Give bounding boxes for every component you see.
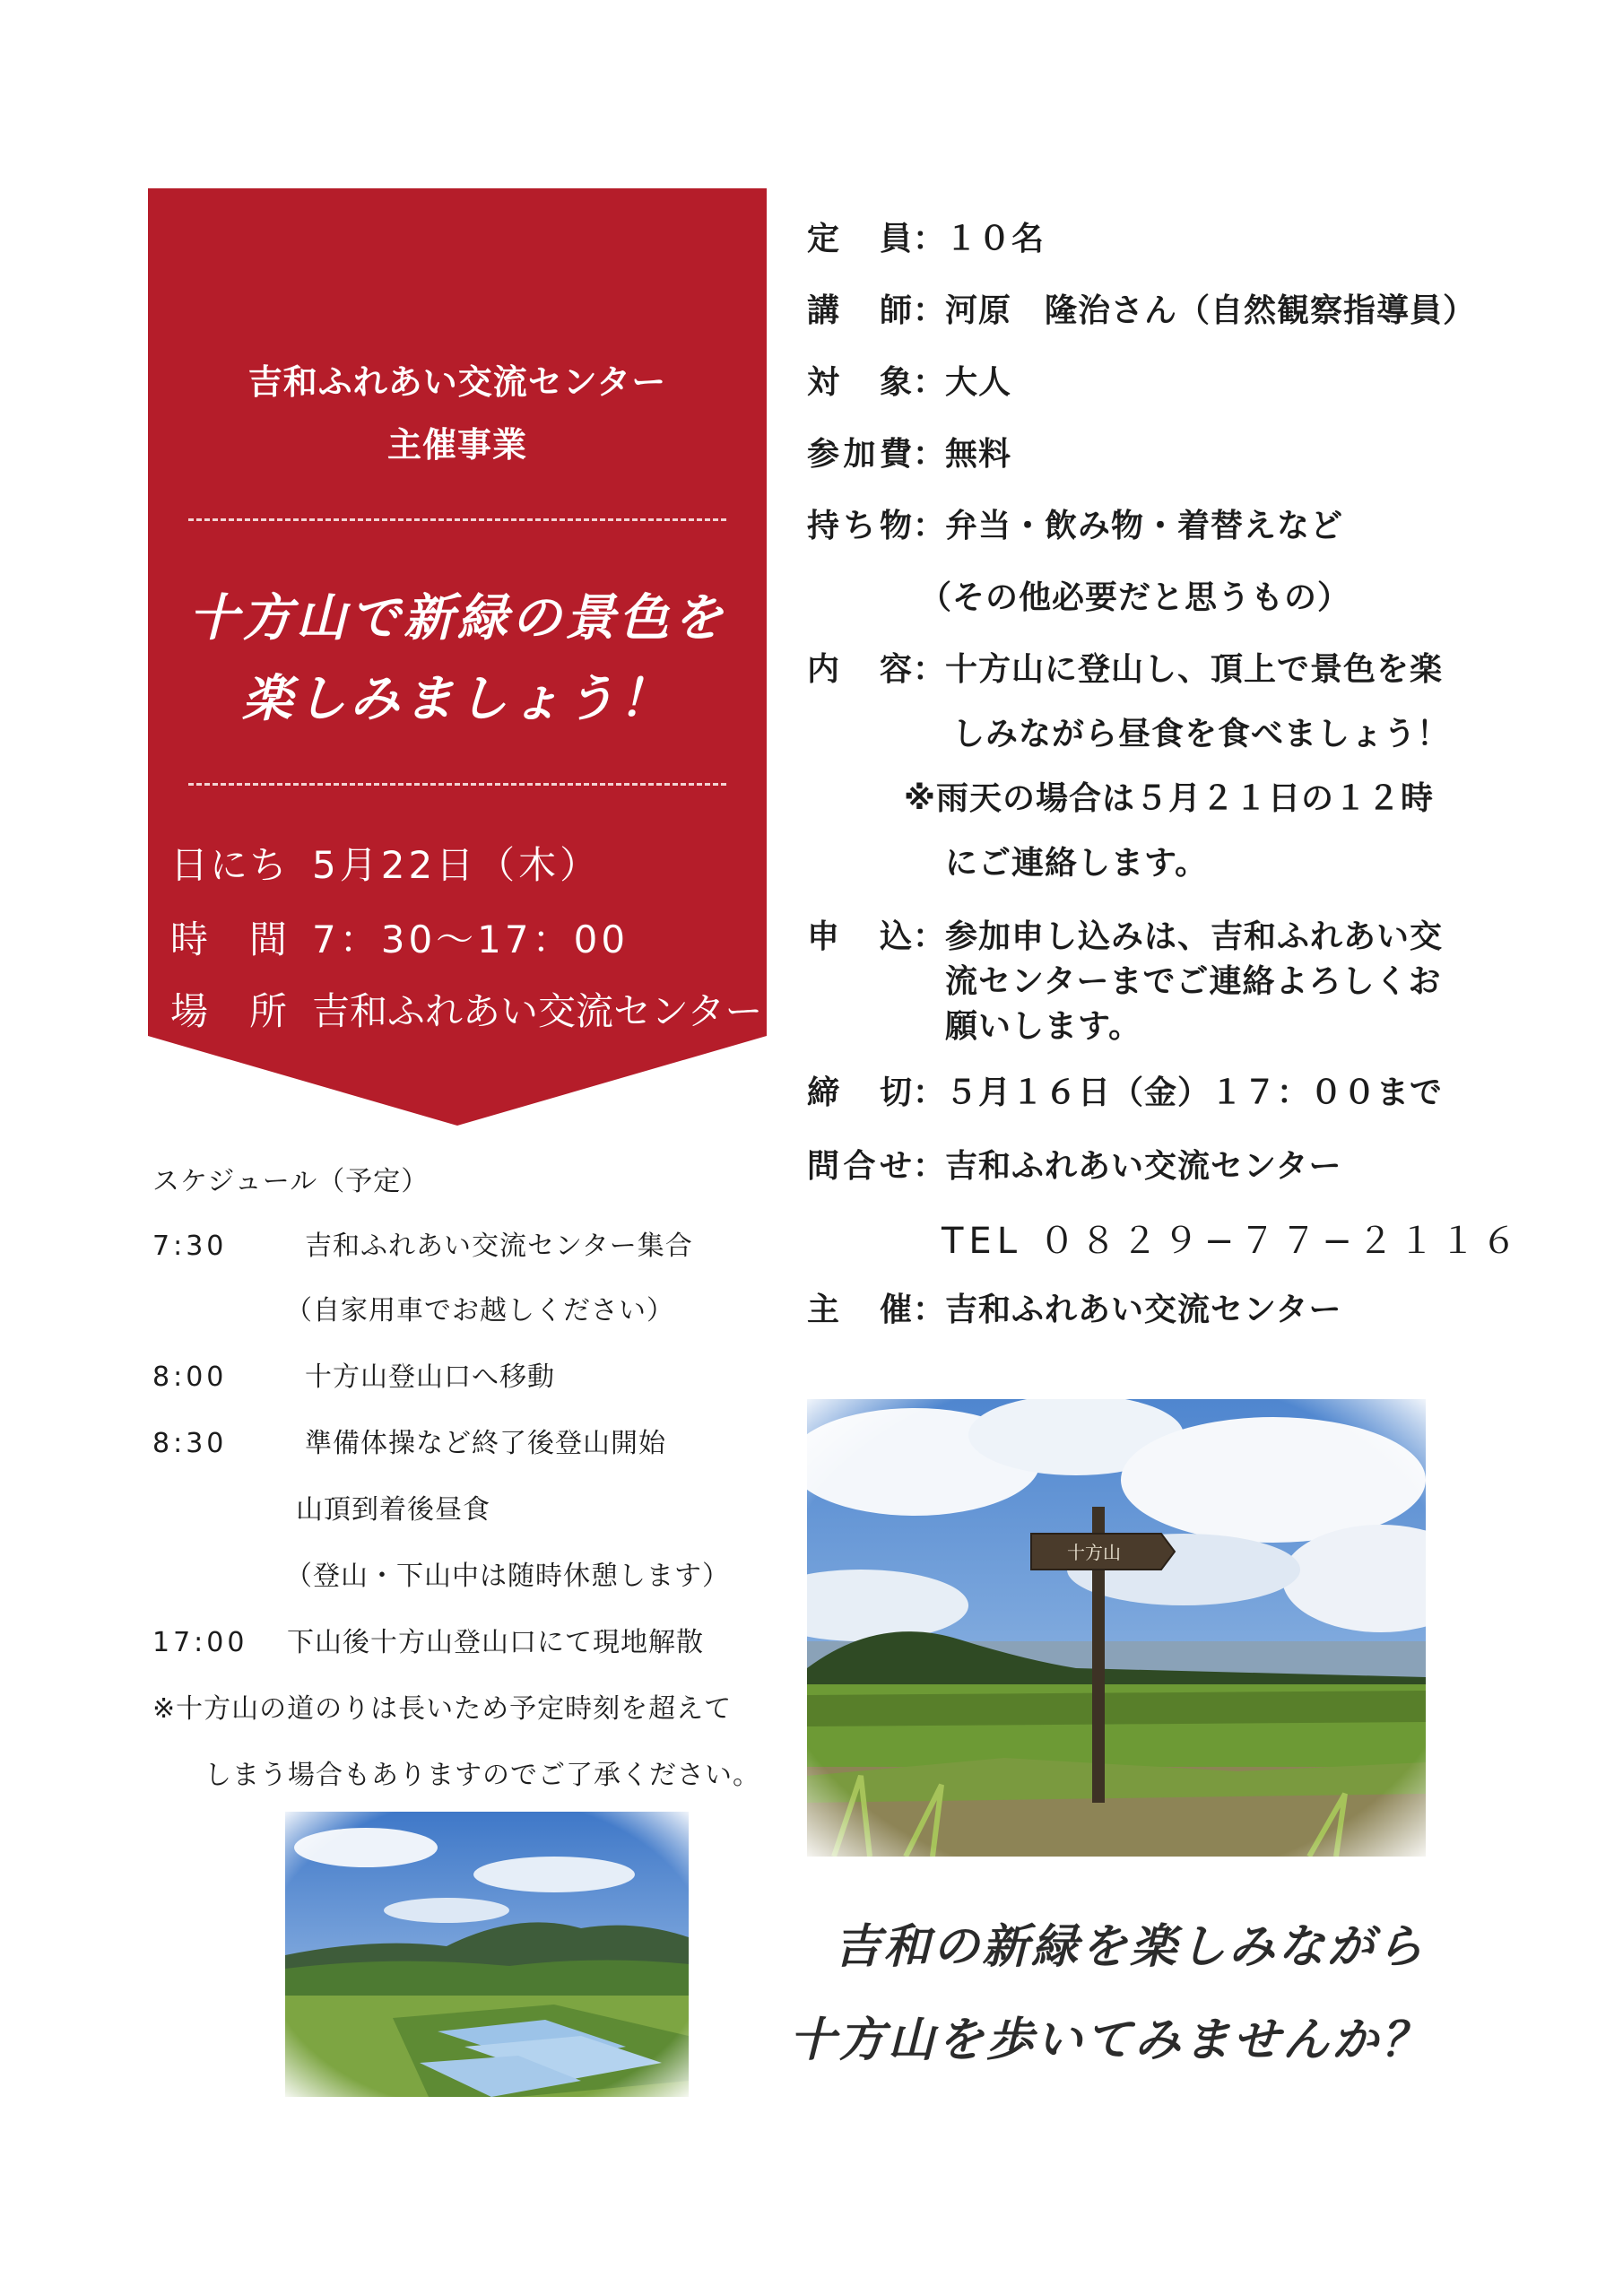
- fee-label: 参加費: [807, 436, 913, 473]
- schedule-item: [285, 1288, 674, 1327]
- place-label: 場 所: [170, 989, 290, 1033]
- schedule-text: 準備体操など終了後登山開始: [305, 1428, 666, 1459]
- schedule-note-line-2: しまう場合もありますのでご了承ください。: [204, 1760, 760, 1791]
- capacity-row: [807, 213, 1045, 259]
- colon: ：: [913, 508, 947, 544]
- summit-signpost-photo: [807, 1399, 1426, 1857]
- schedule-text: 山頂到着後昼食: [296, 1494, 490, 1526]
- colon: ：: [913, 364, 947, 401]
- colon: ：: [913, 1074, 947, 1111]
- schedule-time: 7:30: [152, 1231, 228, 1262]
- date-label: 日にち: [170, 843, 290, 887]
- time-value: 7：30～17：00: [312, 918, 629, 961]
- items-row: [807, 500, 1343, 546]
- schedule-time: 8:00: [152, 1361, 228, 1393]
- content-row: [807, 644, 1443, 690]
- host-value: 吉和ふれあい交流センター: [945, 1292, 1342, 1328]
- place-row: [170, 982, 762, 1036]
- capacity-label: 定 員: [807, 221, 913, 257]
- contact-label: 問合せ: [807, 1148, 913, 1185]
- event-banner: [148, 188, 767, 1126]
- items-note: （その他必要だと思うもの）: [919, 579, 1351, 616]
- contact-tel: TEL ０８２９−７７−２１１６: [942, 1221, 1523, 1262]
- date-row: [170, 836, 601, 890]
- contact-row: [807, 1141, 1342, 1187]
- date-value: 5月22日（木）: [312, 843, 602, 887]
- schedule-item: [152, 1620, 704, 1659]
- apply-line-2: 流センターまでご連絡よろしくお: [945, 963, 1442, 1000]
- instructor-row: [807, 285, 1476, 331]
- rain-note-line-1: ※雨天の場合は５月２１日の１２時: [904, 780, 1434, 817]
- rain-note-line-2: にご連絡します。: [945, 845, 1209, 882]
- schedule-item: [296, 1487, 490, 1526]
- dashed-divider-bottom: [188, 783, 726, 786]
- schedule-text: 十方山登山口へ移動: [305, 1361, 555, 1393]
- schedule-note-line-1: ※十方山の道のりは長いため予定時刻を超えて: [152, 1693, 733, 1725]
- fee-row: [807, 429, 1011, 474]
- schedule-time: 17:00: [152, 1627, 248, 1658]
- time-label: 時 間: [170, 918, 290, 961]
- time-row: [170, 910, 629, 964]
- closing-line-1: 吉和の新緑を楽しみながら: [834, 1920, 1427, 1974]
- deadline-label: 締 切: [807, 1074, 913, 1111]
- deadline-row: [807, 1067, 1443, 1113]
- apply-line-3: 願いします。: [945, 1008, 1142, 1045]
- content-line-2: しみながら昼食を食べましょう！: [952, 716, 1451, 752]
- colon: ：: [913, 1148, 947, 1185]
- schedule-text: 下山後十方山登山口にて現地解散: [287, 1627, 704, 1658]
- colon: ：: [913, 221, 947, 257]
- place-value: 吉和ふれあい交流センター: [312, 989, 763, 1033]
- capacity-value: １０名: [945, 221, 1046, 257]
- organizer-line-2: 主催事業: [386, 425, 527, 465]
- items-value: 弁当・飲み物・着替えなど: [945, 508, 1344, 544]
- instructor-label: 講 師: [807, 292, 913, 329]
- apply-row: [807, 911, 1443, 957]
- schedule-text: 吉和ふれあい交流センター集合: [305, 1231, 693, 1262]
- event-title-line-2: 楽しみましょう！: [242, 670, 673, 728]
- host-row: [807, 1284, 1342, 1330]
- colon: ：: [913, 1292, 947, 1328]
- target-value: 大人: [945, 364, 1012, 401]
- schedule-item: [152, 1421, 666, 1460]
- dashed-divider-top: [188, 518, 726, 521]
- schedule-item: [152, 1354, 555, 1394]
- contact-value: 吉和ふれあい交流センター: [945, 1148, 1342, 1185]
- schedule-time: 8:30: [152, 1428, 228, 1459]
- apply-line-1: 参加申し込みは、吉和ふれあい交: [945, 918, 1444, 955]
- items-label: 持ち物: [807, 508, 913, 544]
- schedule-text: （登山・下山中は随時休憩します）: [285, 1561, 730, 1592]
- colon: ：: [913, 651, 947, 688]
- target-label: 対 象: [807, 364, 913, 401]
- host-label: 主 催: [807, 1292, 913, 1328]
- schedule-text: （自家用車でお越しください）: [285, 1295, 674, 1326]
- target-row: [807, 357, 1011, 403]
- deadline-value: ５月１６日（金）１７：００まで: [945, 1074, 1444, 1111]
- colon: ：: [913, 292, 947, 329]
- content-line-1: 十方山に登山し、頂上で景色を楽: [945, 651, 1444, 688]
- colon: ：: [913, 918, 947, 955]
- event-title-line-1: 十方山で新緑の景色を: [188, 589, 726, 648]
- content-label: 内 容: [807, 651, 913, 688]
- rice-field-valley-photo: [285, 1812, 689, 2097]
- schedule-item: [152, 1223, 693, 1263]
- apply-label: 申 込: [807, 918, 913, 955]
- organizer-line-1: 吉和ふれあい交流センター: [247, 362, 667, 402]
- colon: ：: [913, 436, 947, 473]
- closing-line-2: 十方山を歩いてみませんか？: [789, 2013, 1431, 2067]
- schedule-heading: スケジュール（予定）: [152, 1166, 430, 1197]
- schedule-item: [285, 1553, 730, 1593]
- fee-value: 無料: [945, 436, 1012, 473]
- instructor-value: 河原 隆治さん（自然観察指導員）: [945, 292, 1477, 329]
